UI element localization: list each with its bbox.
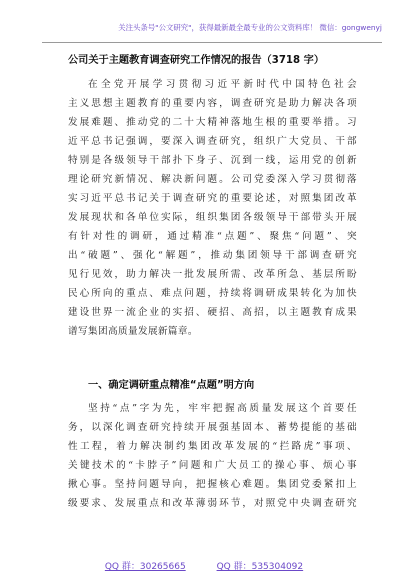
paragraph-line: 见行见效，助力解决一批发展所需、改革所急、基层所盼 <box>68 269 357 280</box>
paragraph-line: 坚持“点”字为先，牢牢把握高质量发展这个首要任 <box>88 403 357 414</box>
paragraph-line: 性工程，着力解决制约集团改革发展的“拦路虎”事项、 <box>68 441 357 452</box>
paragraph-line: 在全党开展学习贯彻习近平新时代中国特色社会 <box>88 79 357 90</box>
paragraph-line: 理论研究新情况、解决新问题。公司党委深入学习贯彻落 <box>68 174 357 185</box>
paragraph-line: 发展现状和各单位实际，组织集团各级领导干部带头开展 <box>68 212 357 223</box>
paragraph-line: 特别是各级领导干部扑下身子、沉到一线，运用党的创新 <box>68 155 357 166</box>
paragraph-line: 民心所向的重点、难点问题，持续将调研成果转化为加快 <box>68 288 357 299</box>
paragraph-line: 谱写集团高质量发展新篇章。 <box>68 326 198 337</box>
qq-group-link-1[interactable]: QQ 群：30265665 <box>104 562 186 572</box>
paragraph-2 <box>68 399 357 513</box>
paragraph-line: 关键技术的“卡脖子”问题和广大员工的操心事、烦心事 <box>68 460 357 471</box>
paragraph-line: 发展难题、推动党的二十大精神落地生根的重要举措。习 <box>68 117 357 128</box>
header-divider <box>42 42 382 43</box>
header-banner: 关注头条号"公文研究"，获得最新最全最专业的公文资料库！ 微信：gongwenyj <box>118 23 382 32</box>
paragraph-line: 揪心事。坚持问题导向，把握核心难题。集团党委紧扣上 <box>68 479 357 490</box>
paragraph-line: 有针对性的调研，通过精准“点题”、聚焦“问题”、突 <box>68 231 357 242</box>
paragraph-line: 级要求、发展重点和改革薄弱环节，对照党中央调查研究 <box>68 498 357 509</box>
footer <box>0 559 408 572</box>
paragraph-1 <box>68 75 357 341</box>
document-title: 公司关于主题教育调查研究工作情况的报告（3718 字） <box>68 55 325 66</box>
qq-group-link-2[interactable]: QQ 群：535304092 <box>216 562 304 572</box>
paragraph-line: 近平总书记强调，要深入调查研究，组织广大党员、干部 <box>68 136 357 147</box>
paragraph-line: 主义思想主题教育的重要内容，调查研究是助力解决各项 <box>68 98 357 109</box>
paragraph-line: 出“破题”、强化“解题”，推动集团领导干部调查研究 <box>68 250 357 261</box>
section-heading-1: 一、确定调研重点精准“点题”明方向 <box>88 380 255 391</box>
paragraph-line: 实习近平总书记关于调查研究的重要论述，对照集团改革 <box>68 193 357 204</box>
paragraph-line: 建设世界一流企业的实招、硬招、高招，以主题教育成果 <box>68 307 357 318</box>
paragraph-line: 务，以深化调查研究持续开展强基固本、蓄势提能的基础 <box>68 422 357 433</box>
